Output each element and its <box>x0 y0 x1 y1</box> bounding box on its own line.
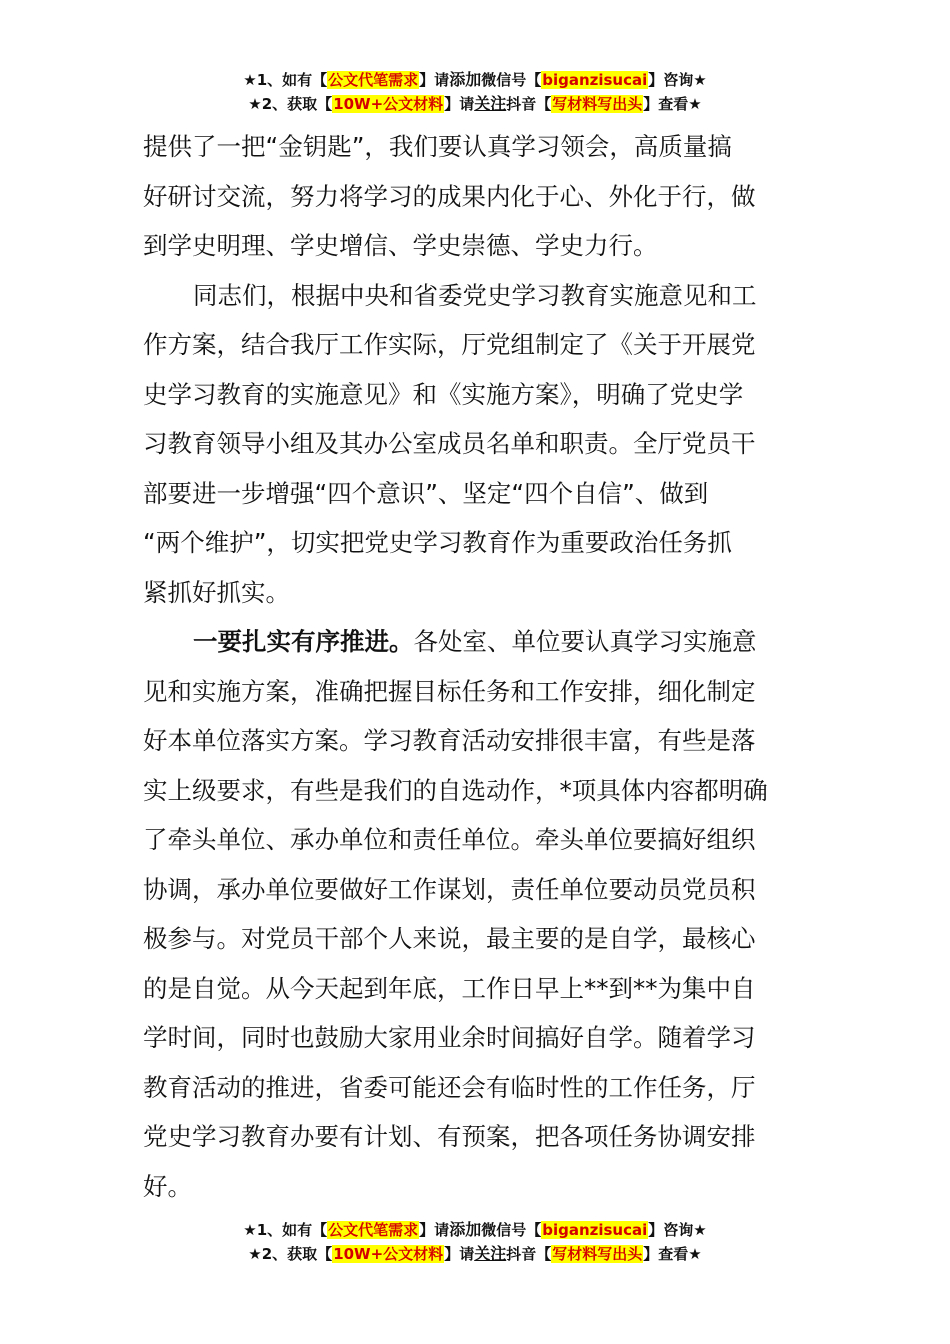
paragraph-3: 一要扎实有序推进。各处室、单位要认真学习实施意 见和实施方案，准确把握目标任务和工作安排，细化制定 好本单位落实方案。学习教育活动安排很丰富，有些是落 实上级要求，有些是我们的自选动作，*项具体内容都明确 了牵头单位、承办单位和责任单位。牵头单位要搞好组织 协调，承办单位要做好工作谋划，责任单位要动员党员积 极参与。对党员干部个人来说，最主要的是自学，最核心 的是自觉。从今天起到年底，工作日早上**到**为集中自 学时间，同时也鼓励大家用业余时间搞好自学。随着学习 教育活动的推进，省委可能还会有临时性的工作任务，厅 党史学习教育办要有计划、有预案，把各项任务协调安排 好。 <box>143 627 768 1201</box>
banner-line-2: ★2、获取【10W+公文材料】请关注抖音【写材料写出头】查看★ <box>248 94 702 113</box>
wechat-id: biganzisucai <box>542 1221 648 1239</box>
section-lead: 一要扎实有序推进。 <box>193 627 414 656</box>
highlight-materials: 10W+公文材料 <box>333 95 444 113</box>
wechat-id: biganzisucai <box>542 71 648 89</box>
star-icon: ★ <box>248 95 262 113</box>
douyin-account: 写材料写出头 <box>552 1245 643 1263</box>
paragraph-2: 同志们，根据中央和省委党史学习教育实施意见和工 作方案，结合我厅工作实际，厅党组制定了《关于开展党 史学习教育的实施意见》和《实施方案》，明确了党史学 习教育领导小组及其办公室成员名单和职责。全厅党员干 部要进一步增强“四个意识”、坚定“四个自信”、做到 “两个维护”，切实把党史学习教育作为重要政治任务抓 紧抓好抓实。 <box>143 280 757 607</box>
highlight-materials: 10W+公文材料 <box>333 1245 444 1263</box>
header-banner <box>0 68 950 116</box>
star-icon: ★ <box>243 1221 257 1239</box>
douyin-account: 写材料写出头 <box>552 95 643 113</box>
banner-line-1: ★1、如有【公文代笔需求】请添加微信号【biganzisucai】咨询★ <box>243 1220 707 1239</box>
banner-line-2: ★2、获取【10W+公文材料】请关注抖音【写材料写出头】查看★ <box>248 1244 702 1263</box>
document-body <box>143 122 808 1211</box>
star-icon: ★ <box>248 1245 262 1263</box>
highlight-service: 公文代笔需求 <box>328 1221 419 1239</box>
banner-line-1: ★1、如有【公文代笔需求】请添加微信号【biganzisucai】咨询★ <box>243 70 707 89</box>
paragraph-1: 提供了一把“金钥匙”，我们要认真学习领会，高质量搞 好研讨交流，努力将学习的成果内化于心、外化于行，做 到学史明理、学史增信、学史崇德、学史力行。 <box>143 132 756 260</box>
star-icon: ★ <box>243 71 257 89</box>
highlight-service: 公文代笔需求 <box>328 71 419 89</box>
footer-banner <box>0 1218 950 1266</box>
